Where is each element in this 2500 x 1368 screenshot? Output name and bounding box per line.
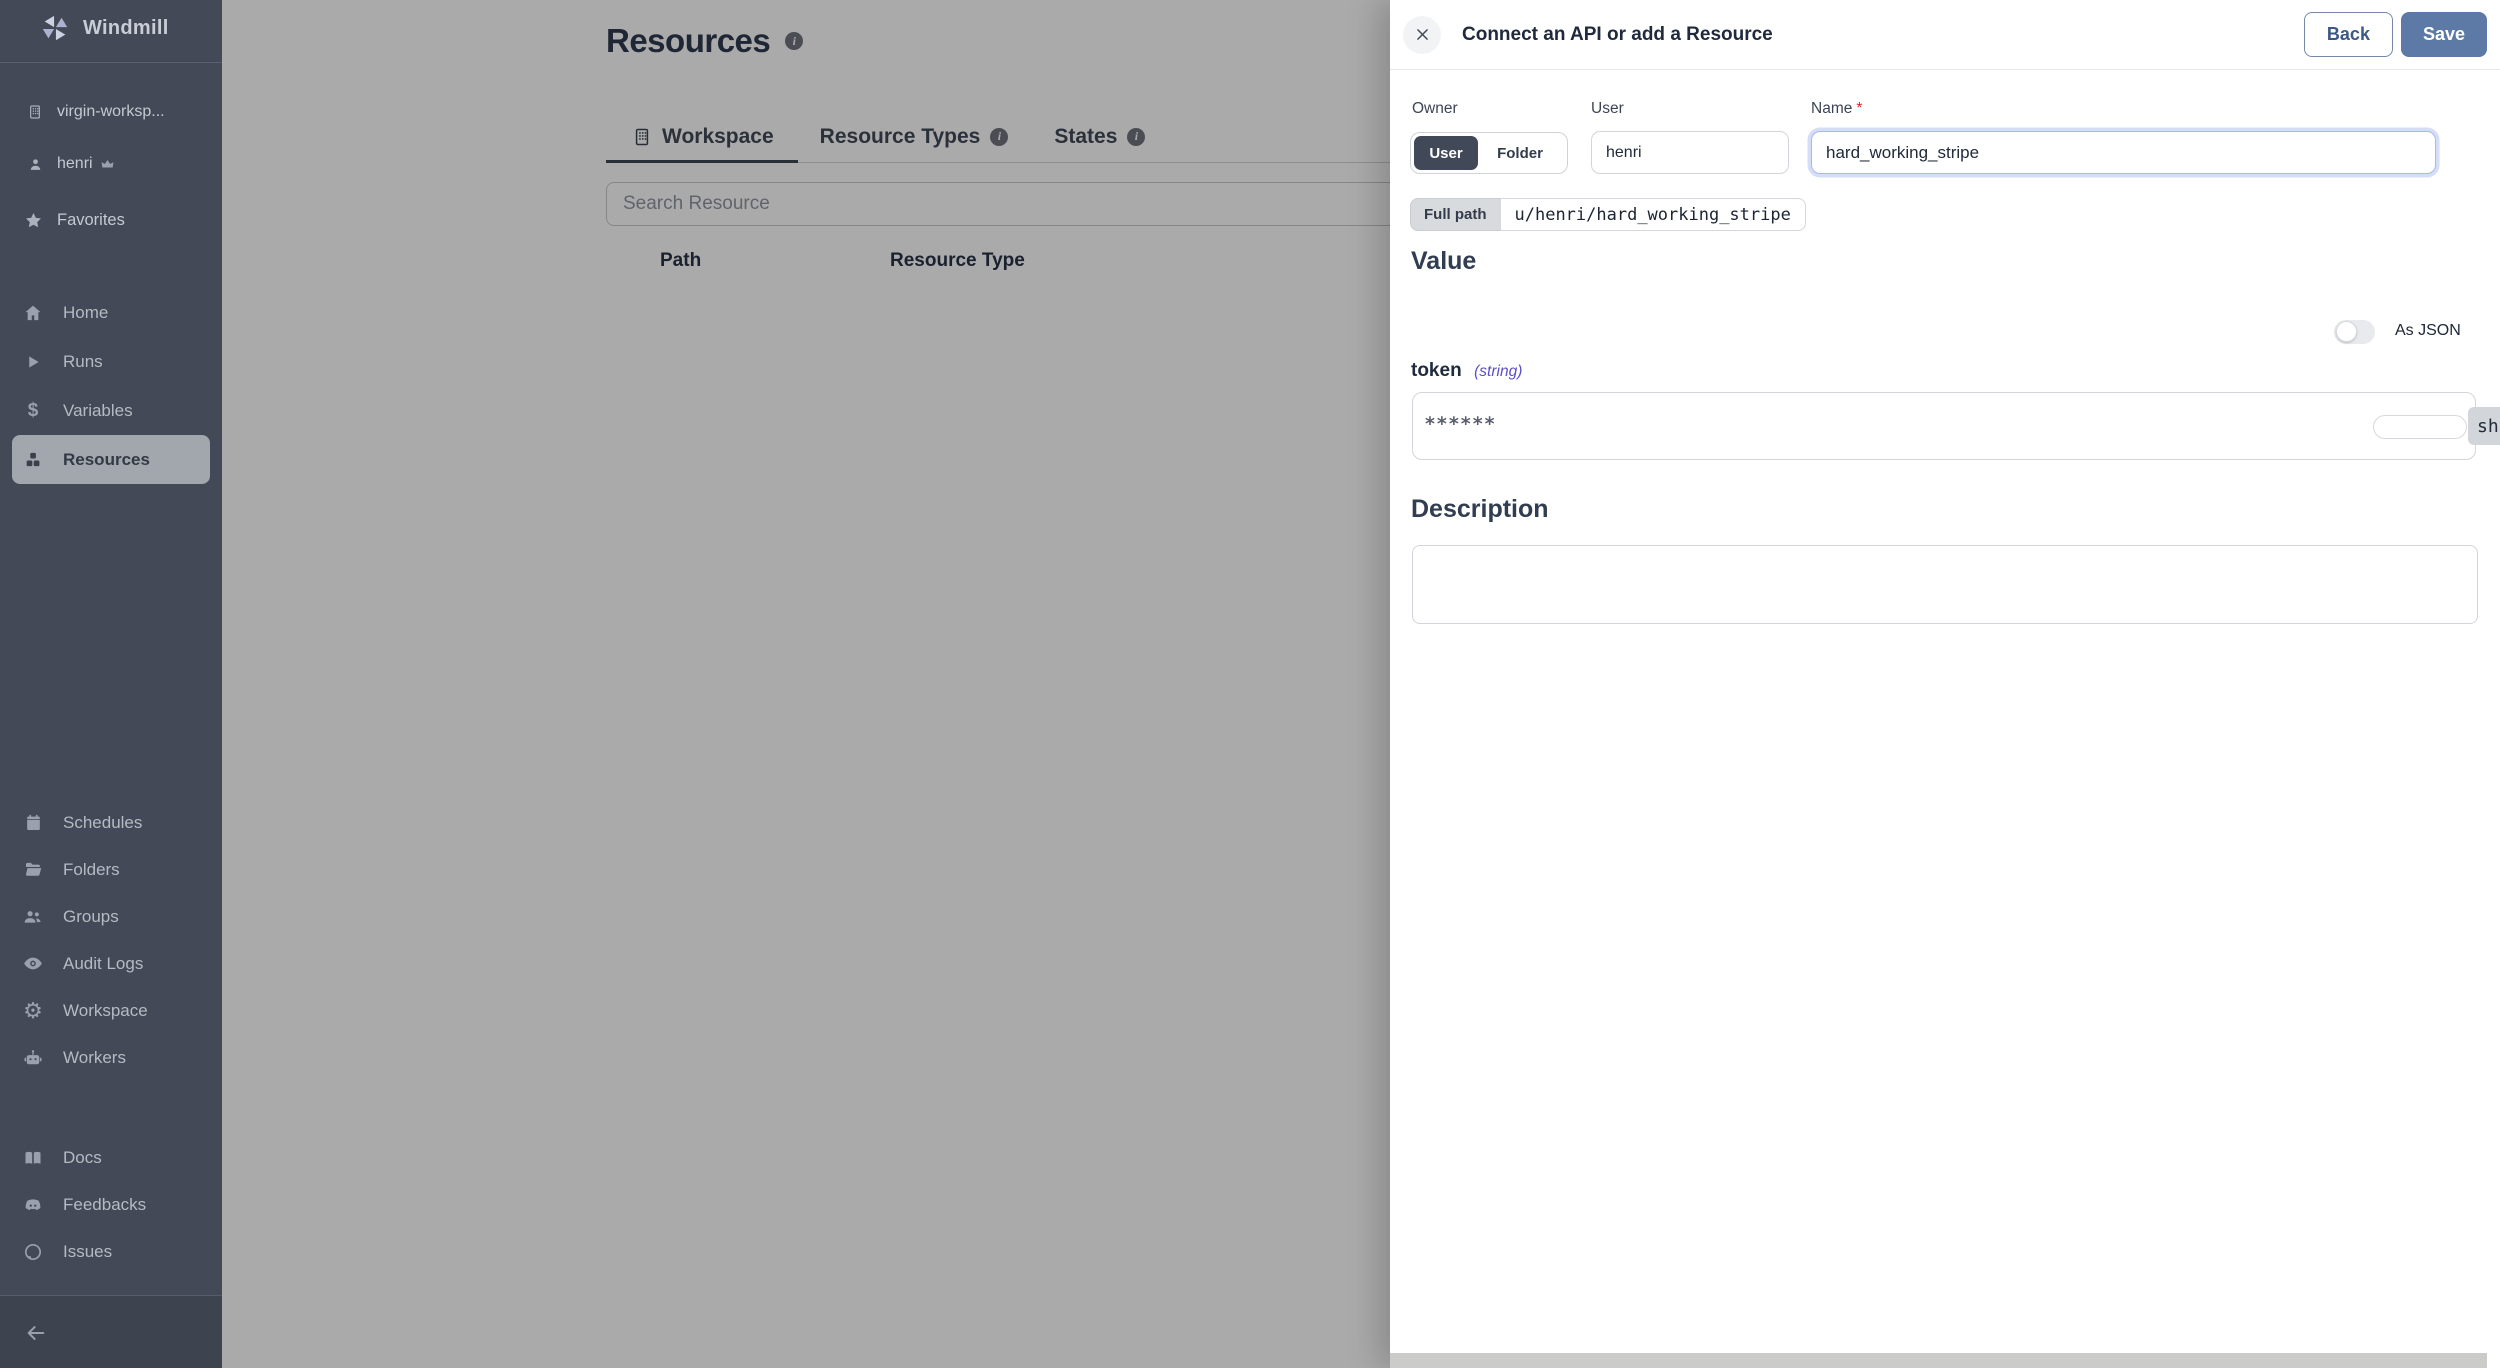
name-field-label [1811, 100, 1862, 118]
tab-label: States [1054, 124, 1118, 148]
favorites-label: Favorites [57, 210, 125, 229]
book-icon [23, 1146, 43, 1170]
app-brand-name: Windmill [83, 16, 169, 39]
token-masked-value: ****** [1425, 413, 1497, 435]
horizontal-scrollbar[interactable] [1390, 1353, 2487, 1368]
sidebar-item-label: Runs [63, 351, 103, 371]
sidebar-item-docs[interactable] [12, 1134, 210, 1181]
info-icon[interactable]: i [785, 32, 803, 50]
sidebar-item-label: Variables [63, 400, 133, 420]
sidebar-item-audit-logs[interactable] [12, 940, 210, 987]
github-icon [23, 1240, 43, 1264]
token-field-type-hint: (string) [1474, 363, 1523, 380]
sidebar-item-label: Feedbacks [63, 1194, 147, 1214]
scrollbar-corner [2487, 1353, 2500, 1368]
token-inline-input[interactable] [2373, 415, 2467, 439]
sidebar-item-schedules[interactable] [12, 799, 210, 846]
folder-icon [23, 858, 43, 882]
workspace-name: virgin-worksp... [57, 103, 165, 120]
robot-icon [23, 1046, 43, 1070]
sidebar-item-home[interactable] [12, 288, 210, 337]
owner-type-toggle [1410, 132, 1568, 174]
sidebar-collapse-bar [0, 1295, 222, 1368]
as-json-toggle[interactable] [2334, 320, 2375, 344]
sidebar-item-label: Audit Logs [63, 953, 144, 973]
info-icon[interactable]: i [1127, 128, 1145, 146]
tab-label: Workspace [662, 124, 774, 148]
gear-icon: ⚙ [23, 997, 43, 1023]
sidebar-item-folders[interactable] [12, 846, 210, 893]
user-icon [28, 157, 43, 172]
add-resource-drawer [1390, 0, 2500, 1368]
description-textarea[interactable] [1412, 545, 2478, 624]
sidebar-primary-nav [0, 288, 222, 484]
discord-icon [23, 1193, 43, 1217]
workspace-switcher[interactable] [0, 95, 222, 129]
sidebar-item-label: Home [63, 302, 109, 322]
resource-name-input[interactable] [1811, 131, 2436, 174]
as-json-label: As JSON [2395, 322, 2461, 339]
value-section-heading: Value [1411, 247, 1477, 275]
building-icon [27, 104, 43, 120]
cubes-icon [23, 448, 43, 472]
sidebar-item-label: Docs [63, 1147, 102, 1167]
sidebar-item-label: Issues [63, 1241, 113, 1261]
play-icon [23, 350, 43, 374]
save-button[interactable]: Save [2401, 12, 2487, 57]
sidebar-item-issues[interactable] [12, 1228, 210, 1275]
sidebar-item-runs[interactable] [12, 337, 210, 386]
sidebar-item-label: Schedules [63, 812, 143, 832]
windmill-logo-icon [40, 13, 70, 43]
show-password-button[interactable]: sh [2468, 407, 2500, 445]
crown-icon [101, 158, 114, 171]
full-path-label: Full path [1410, 198, 1500, 231]
page-title: Resources [606, 22, 771, 59]
required-asterisk: * [1856, 100, 1863, 117]
star-icon [23, 211, 43, 230]
dollar-icon: $ [27, 400, 39, 421]
sidebar-item-feedbacks[interactable] [12, 1181, 210, 1228]
sidebar-item-label: Groups [63, 906, 119, 926]
home-icon [23, 301, 43, 325]
full-path [1410, 198, 1806, 231]
sidebar-item-variables[interactable] [12, 386, 210, 435]
description-heading: Description [1411, 495, 1549, 523]
tab-label: Resource Types [819, 124, 981, 148]
column-header-resource-type: Resource Type [890, 250, 1025, 271]
token-field-label-row [1411, 360, 1522, 382]
token-value-box[interactable] [1412, 392, 2476, 460]
sidebar-item-label: Resources [63, 449, 150, 469]
users-icon [23, 905, 43, 929]
eye-icon [23, 952, 43, 976]
drawer-title: Connect an API or add a Resource [1462, 23, 1773, 45]
sidebar-secondary-nav [0, 799, 222, 1081]
sidebar-item-label: Workspace [63, 1000, 148, 1020]
collapse-sidebar-button[interactable] [25, 1322, 47, 1344]
sidebar-item-favorites[interactable] [0, 203, 222, 237]
app-logo[interactable] [40, 13, 169, 43]
sidebar-item-workers[interactable] [12, 1034, 210, 1081]
owner-option-folder[interactable]: Folder [1478, 136, 1562, 170]
sidebar-item-label: Folders [63, 859, 120, 879]
username: henri [57, 155, 93, 172]
info-icon[interactable]: i [990, 128, 1008, 146]
name-label-text: Name [1811, 100, 1853, 117]
sidebar-footer-nav [0, 1134, 222, 1275]
close-icon[interactable] [1403, 16, 1441, 54]
sidebar-divider [0, 62, 222, 63]
user-field-label: User [1591, 100, 1624, 117]
token-field-name: token [1411, 360, 1462, 381]
drawer-header [1390, 0, 2500, 70]
full-path-value: u/henri/hard_working_stripe [1500, 198, 1806, 231]
sidebar-item-workspace[interactable] [12, 987, 210, 1034]
sidebar [0, 0, 222, 1368]
calendar-icon [23, 811, 43, 835]
user-menu[interactable] [0, 147, 222, 181]
owner-option-user[interactable]: User [1414, 136, 1478, 170]
sidebar-item-resources[interactable] [12, 435, 210, 484]
owner-label: Owner [1412, 100, 1458, 117]
sidebar-item-groups[interactable] [12, 893, 210, 940]
back-button[interactable]: Back [2304, 12, 2393, 57]
owner-user-input[interactable] [1591, 131, 1789, 174]
sidebar-item-label: Workers [63, 1047, 126, 1067]
column-header-path: Path [660, 250, 702, 271]
toggle-knob [2336, 321, 2357, 342]
